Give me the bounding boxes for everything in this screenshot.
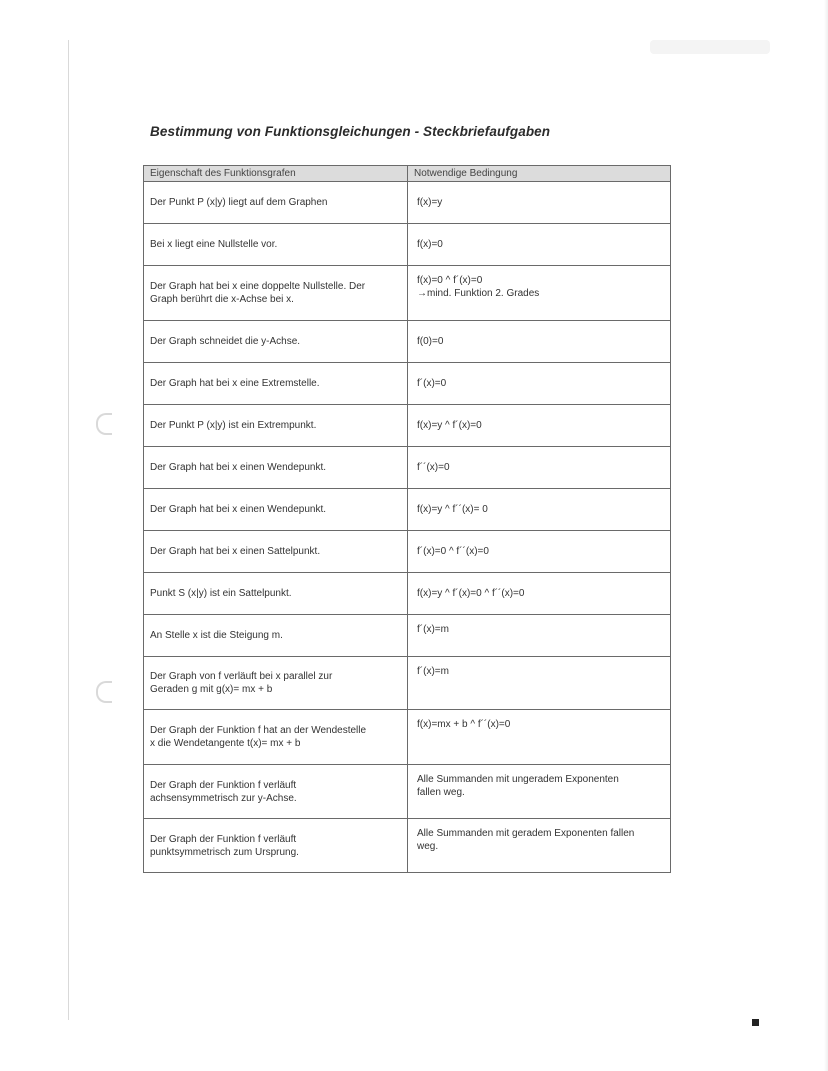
condition-cell bbox=[408, 615, 671, 657]
property-text: Geraden g mit g(x)= mx + b bbox=[150, 684, 273, 695]
condition-cell bbox=[408, 657, 671, 710]
property-text: Der Graph schneidet die y-Achse. bbox=[150, 336, 301, 347]
property-cell bbox=[144, 224, 408, 266]
table-row bbox=[144, 321, 671, 363]
property-text: achsensymmetrisch zur y-Achse. bbox=[150, 792, 297, 804]
page-shadow bbox=[824, 0, 828, 1071]
property-text: Der Punkt P (x|y) ist ein Extrempunkt. bbox=[150, 420, 317, 431]
table-row bbox=[144, 710, 671, 765]
table-row bbox=[144, 819, 671, 873]
page-edge bbox=[68, 40, 69, 1020]
condition-text: →mind. Funktion 2. Grades bbox=[417, 288, 540, 299]
property-text: Bei x liegt eine Nullstelle vor. bbox=[150, 239, 278, 250]
column-header-property: Eigenschaft des Funktionsgrafen bbox=[144, 166, 408, 182]
condition-text: weg. bbox=[417, 841, 439, 852]
property-text: Der Graph von f verläuft bei x parallel zur bbox=[150, 671, 333, 682]
property-text: Der Punkt P (x|y) liegt auf dem Graphen bbox=[150, 197, 328, 208]
table-row bbox=[144, 489, 671, 531]
conditions-table bbox=[143, 165, 671, 873]
property-text: Der Graph hat bei x einen Wendepunkt. bbox=[150, 462, 327, 473]
property-cell bbox=[144, 266, 408, 321]
condition-cell bbox=[408, 405, 671, 447]
condition-text: f(x)=y bbox=[417, 197, 443, 208]
property-cell bbox=[144, 531, 408, 573]
condition-cell bbox=[408, 363, 671, 405]
table-row bbox=[144, 765, 671, 819]
condition-text: f(x)=y ^ f´(x)=0 ^ f´´(x)=0 bbox=[417, 588, 525, 599]
condition-cell bbox=[408, 224, 671, 266]
condition-cell bbox=[408, 182, 671, 224]
property-text: An Stelle x ist die Steigung m. bbox=[150, 630, 283, 641]
property-text: Der Graph der Funktion f verläuft bbox=[150, 779, 297, 791]
property-cell bbox=[144, 819, 408, 873]
condition-text: f(x)=y ^ f´(x)=0 bbox=[417, 420, 482, 431]
property-text: x die Wendetangente t(x)= mx + b bbox=[150, 738, 301, 749]
property-cell bbox=[144, 615, 408, 657]
condition-cell bbox=[408, 321, 671, 363]
property-cell bbox=[144, 489, 408, 531]
property-text: Der Graph hat bei x eine doppelte Nullstelle. Der bbox=[150, 281, 366, 292]
condition-text: f´´(x)=0 bbox=[417, 462, 450, 473]
table-header-row bbox=[144, 166, 671, 182]
table-row bbox=[144, 266, 671, 321]
property-cell bbox=[144, 321, 408, 363]
table-row bbox=[144, 405, 671, 447]
property-cell bbox=[144, 363, 408, 405]
table-row bbox=[144, 224, 671, 266]
condition-cell bbox=[408, 266, 671, 321]
property-cell bbox=[144, 765, 408, 819]
condition-cell bbox=[408, 765, 671, 819]
condition-cell bbox=[408, 489, 671, 531]
condition-text: f(x)=mx + b ^ f´´(x)=0 bbox=[417, 719, 511, 730]
page-title: Bestimmung von Funktionsgleichungen - Steckbriefaufgaben bbox=[150, 124, 551, 139]
punch-hole-mark bbox=[96, 413, 112, 435]
condition-text: f(x)=0 bbox=[417, 239, 443, 250]
column-header-condition: Notwendige Bedingung bbox=[408, 166, 671, 182]
property-text: Der Graph der Funktion f verläuft bbox=[150, 833, 297, 845]
property-cell bbox=[144, 710, 408, 765]
table-row bbox=[144, 182, 671, 224]
scan-corner-mark bbox=[752, 1019, 759, 1026]
table-row bbox=[144, 447, 671, 489]
table-row bbox=[144, 531, 671, 573]
table-row bbox=[144, 573, 671, 615]
condition-text: f´(x)=0 ^ f´´(x)=0 bbox=[417, 546, 489, 557]
condition-text: f´(x)=m bbox=[417, 666, 449, 677]
property-text: Der Graph hat bei x eine Extremstelle. bbox=[150, 378, 320, 389]
table-row bbox=[144, 657, 671, 710]
property-text: punktsymmetrisch zum Ursprung. bbox=[150, 846, 299, 858]
scan-smudge bbox=[650, 40, 770, 54]
property-cell bbox=[144, 657, 408, 710]
condition-cell bbox=[408, 819, 671, 873]
table-row bbox=[144, 615, 671, 657]
property-cell bbox=[144, 447, 408, 489]
condition-text: f´(x)=0 bbox=[417, 378, 447, 389]
condition-cell bbox=[408, 531, 671, 573]
table-row bbox=[144, 363, 671, 405]
condition-text: f(x)=y ^ f´´(x)= 0 bbox=[417, 504, 488, 515]
condition-text: Alle Summanden mit geradem Exponenten fallen bbox=[417, 828, 635, 839]
property-text: Punkt S (x|y) ist ein Sattelpunkt. bbox=[150, 588, 292, 599]
condition-cell bbox=[408, 447, 671, 489]
condition-text: f(0)=0 bbox=[417, 336, 444, 347]
property-text: Der Graph hat bei x einen Wendepunkt. bbox=[150, 504, 327, 515]
property-text: Der Graph hat bei x einen Sattelpunkt. bbox=[150, 546, 321, 557]
condition-text: f´(x)=m bbox=[417, 624, 449, 635]
condition-text: fallen weg. bbox=[417, 787, 465, 798]
property-cell bbox=[144, 182, 408, 224]
condition-cell bbox=[408, 710, 671, 765]
property-cell bbox=[144, 573, 408, 615]
condition-text: Alle Summanden mit ungeradem Exponenten bbox=[417, 774, 619, 785]
property-cell bbox=[144, 405, 408, 447]
condition-text: f(x)=0 ^ f´(x)=0 bbox=[417, 275, 483, 286]
property-text: Der Graph der Funktion f hat an der Wendestelle bbox=[150, 725, 367, 736]
property-text: Graph berührt die x-Achse bei x. bbox=[150, 294, 294, 305]
condition-cell bbox=[408, 573, 671, 615]
punch-hole-mark bbox=[96, 681, 112, 703]
